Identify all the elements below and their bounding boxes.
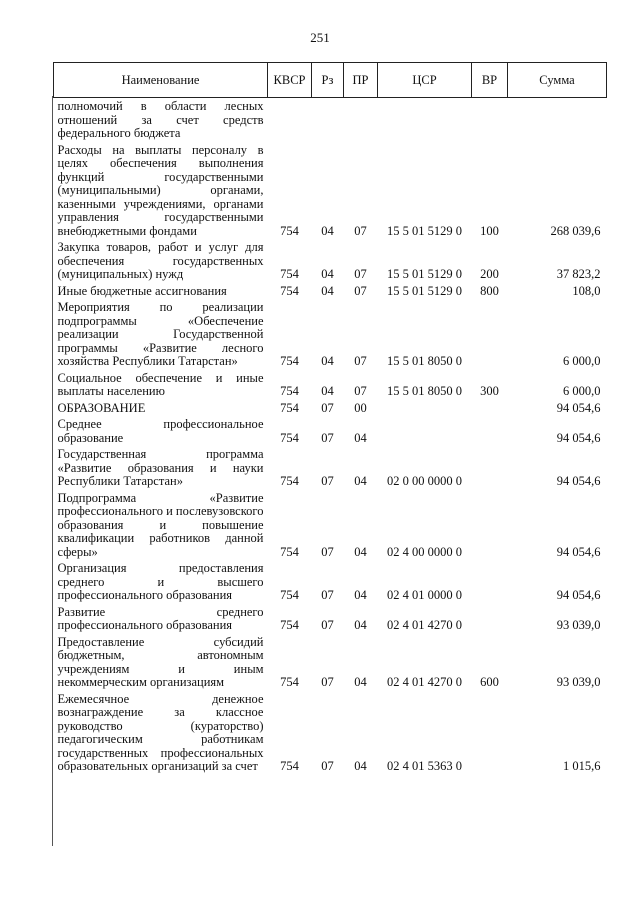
row-vr-cell: 800 [480,283,499,298]
row-sum-cell: 94 054,6 [556,400,601,415]
row-name-cell: полномочий в области лесных отношений за счет средств федерального бюджета [57,99,264,140]
row-name-cell: Государственная программа «Развитие образования и науки Республики Татарстан» [57,447,264,488]
row-name-cell: Социальное обеспечение и иные выплаты населению [57,370,264,398]
row-name-cell: Предоставление субсидий бюджетным, автономным учреждениям и иным некоммерческим организациям [57,634,264,689]
header-vr: ВР [472,63,508,98]
header-kvsr: КВСР [268,63,312,98]
row-pr-cell: 04 [354,675,367,689]
row-pr-cell: 04 [354,618,367,632]
table-row [54,239,607,283]
page-number: 251 [310,30,330,45]
row-sum-cell: 94 054,6 [556,544,601,559]
row-kvsr-cell: 754 [280,267,299,281]
row-sum-cell: 94 054,6 [556,474,601,488]
table-body [54,98,607,775]
row-vr-cell [472,400,508,417]
row-rz-cell: 07 [321,400,334,415]
row-csr-cell: 02 0 00 0000 0 [387,474,462,488]
table-row [54,283,607,300]
header-pr: ПР [344,63,378,98]
row-name-cell: Закупка товаров, работ и услуг для обеспечения государственных (муниципальных) нужд [57,240,264,281]
row-kvsr-cell: 754 [280,474,299,488]
row-csr-cell [378,400,472,417]
row-vr-cell [472,490,508,561]
row-csr-cell: 02 4 01 4270 0 [387,618,462,632]
row-rz-cell [312,98,344,142]
row-vr-cell: 300 [480,384,499,398]
table-row [54,446,607,490]
row-kvsr-cell: 754 [280,544,299,559]
row-vr-cell [472,299,508,370]
row-sum-cell: 268 039,6 [550,223,601,238]
row-pr-cell: 07 [354,384,367,398]
table-row [54,416,607,446]
header-sum: Сумма [508,63,607,98]
row-sum-cell: 108,0 [572,283,601,298]
row-name-cell: ОБРАЗОВАНИЕ [57,400,146,415]
row-pr-cell: 04 [354,588,367,602]
row-pr-cell: 04 [354,544,367,559]
row-name-cell: Развитие среднего профессионального образования [57,604,264,632]
row-rz-cell: 07 [321,588,334,602]
table-row [54,634,607,691]
row-pr-cell: 07 [354,223,367,238]
row-csr-cell: 15 5 01 8050 0 [387,354,462,368]
budget-table [53,62,606,775]
row-pr-cell [344,98,378,142]
table-row [54,142,607,240]
row-rz-cell: 04 [321,384,334,398]
row-sum-cell: 1 015,6 [563,759,601,773]
row-vr-cell [472,691,508,775]
row-csr-cell: 02 4 01 5363 0 [387,759,462,773]
row-kvsr-cell: 754 [280,400,299,415]
table-row [54,691,607,775]
row-vr-cell: 100 [480,223,499,238]
row-vr-cell [472,446,508,490]
row-sum-cell [508,98,607,142]
table-row [54,490,607,561]
row-vr-cell [472,560,508,604]
row-rz-cell: 07 [321,430,334,445]
row-rz-cell: 07 [321,675,334,689]
row-vr-cell [472,604,508,634]
row-kvsr-cell: 754 [280,384,299,398]
row-csr-cell: 02 4 00 0000 0 [387,544,462,559]
row-csr-cell: 02 4 01 0000 0 [387,588,462,602]
row-pr-cell: 04 [354,759,367,773]
row-kvsr-cell: 754 [280,675,299,689]
table-row [54,299,607,370]
row-csr-cell: 15 5 01 5129 0 [387,283,462,298]
header-name: Наименование [54,63,268,98]
row-name-cell: Иные бюджетные ассигнования [57,283,227,298]
table-row [54,400,607,417]
header-csr: ЦСР [378,63,472,98]
row-sum-cell: 93 039,0 [556,618,601,632]
row-name-cell: Ежемесячное денежное вознаграждение за классное руководство (кураторство) педагогическим работникам государственных профессиональных образовательных организаций за счет [57,691,264,773]
row-kvsr-cell: 754 [280,588,299,602]
row-csr-cell [378,416,472,446]
row-rz-cell: 07 [321,618,334,632]
header-rz: Рз [312,63,344,98]
row-sum-cell: 93 039,0 [556,675,601,689]
row-csr-cell: 15 5 01 5129 0 [387,267,462,281]
row-pr-cell: 07 [354,267,367,281]
row-rz-cell: 04 [321,354,334,368]
table-row [54,98,607,142]
row-kvsr-cell: 754 [280,354,299,368]
row-rz-cell: 07 [321,544,334,559]
row-rz-cell: 07 [321,759,334,773]
table-row [54,560,607,604]
row-rz-cell: 07 [321,474,334,488]
row-vr-cell [472,98,508,142]
row-pr-cell: 04 [354,430,367,445]
row-kvsr-cell: 754 [280,283,299,298]
row-kvsr-cell: 754 [280,223,299,238]
row-pr-cell: 07 [354,283,367,298]
row-pr-cell: 07 [354,354,367,368]
row-name-cell: Мероприятия по реализации подпрограммы «Обеспечение реализации Государственной программы «Развитие лесного хозяйства Республики Татарстан» [57,300,264,368]
row-name-cell: Среднее профессиональное образование [57,417,264,445]
row-name-cell: Организация предоставления среднего и высшего профессионального образования [57,561,264,602]
table-row [54,604,607,634]
row-sum-cell: 94 054,6 [556,430,601,445]
row-sum-cell: 94 054,6 [556,588,601,602]
row-pr-cell: 00 [354,400,367,415]
row-pr-cell: 04 [354,474,367,488]
row-rz-cell: 04 [321,283,334,298]
row-csr-cell: 15 5 01 8050 0 [387,384,462,398]
table-header-row [54,63,607,98]
row-kvsr-cell: 754 [280,759,299,773]
row-csr-cell [378,98,472,142]
row-vr-cell: 200 [480,267,499,281]
row-rz-cell: 04 [321,223,334,238]
row-sum-cell: 37 823,2 [556,267,601,281]
row-vr-cell [472,416,508,446]
row-kvsr-cell: 754 [280,430,299,445]
row-rz-cell: 04 [321,267,334,281]
row-sum-cell: 6 000,0 [563,384,601,398]
row-kvsr-cell [268,98,312,142]
row-name-cell: Подпрограмма «Развитие профессионального и послевузовского образования и повышение квалификации работников данной сферы» [57,490,264,559]
row-csr-cell: 02 4 01 4270 0 [387,675,462,689]
row-vr-cell: 600 [480,675,499,689]
row-name-cell: Расходы на выплаты персоналу в целях обеспечения выполнения функций государственными (муниципальными) органами, казенными учреждениями, органами управления государственными внебюджетными фондами [57,142,264,238]
budget-table-grid [53,62,607,775]
row-kvsr-cell: 754 [280,618,299,632]
row-csr-cell: 15 5 01 5129 0 [387,223,462,238]
row-sum-cell: 6 000,0 [563,354,601,368]
table-row [54,370,607,400]
